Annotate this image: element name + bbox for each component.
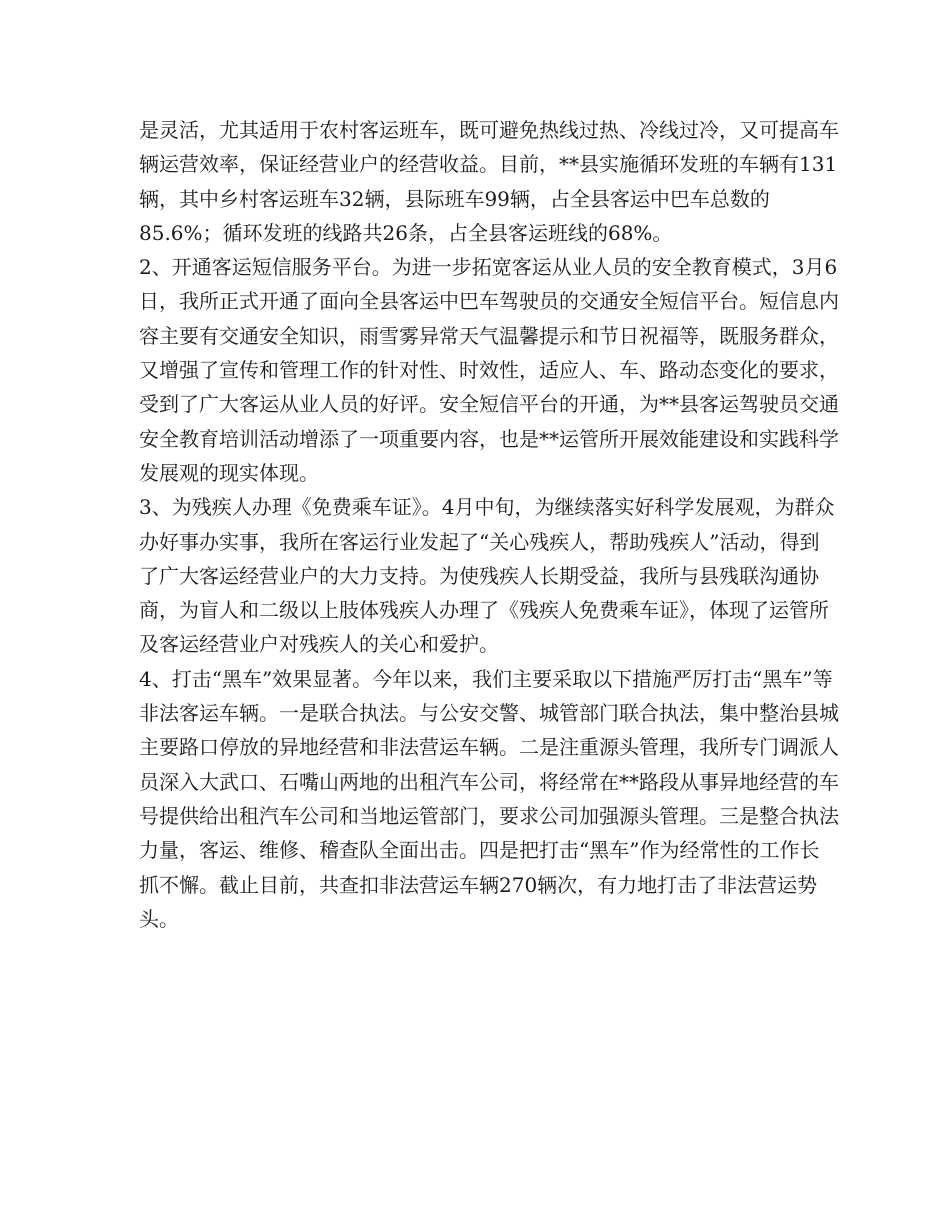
paragraph-sms-platform: 2、开通客运短信服务平台。为进一步拓宽客运从业人员的安全教育模式，3月6日，我所正式开通了面向全县客运中巴车驾驶员的交通安全短信平台。短信息内容主要有交通安全知识，雨雪雾异常天气温馨提示和节日祝福等，既服务群众，又增强了宣传和管理工作的针对性、时效性，适应人、车、路动态变化的要求，受到了广大客运从业人员的好评。安全短信平台的开通，为**县客运驾驶员交通安全教育培训活动增添了一项重要内容，也是**运管所开展效能建设和实践科学发展观的现实体现。 [139, 255, 839, 485]
paragraph-disability-pass: 3、为残疾人办理《免费乘车证》。4月中旬，为继续落实好科学发展观，为群众办好事办实事，我所在客运行业发起了“关心残疾人，帮助残疾人”活动，得到了广大客运经营业户的大力支持。为使残疾人长期受益，我所与县残联沟通协商，为盲人和二级以上肢体残疾人办理了《残疾人免费乘车证》，体现了运管所及客运经营业户对残疾人的关心和爱护。 [139, 495, 835, 657]
document-body [139, 113, 839, 936]
paragraph-vehicle-rotation: 是灵活，尤其适用于农村客运班车，既可避免热线过热、冷线过冷，又可提高车辆运营效率，保证经营业户的经营收益。目前，**县实施循环发班的车辆有131辆，其中乡村客运班车32辆，县际班车99辆，占全县客运中巴车总数的85.6%；循环发班的线路共26条，占全县客运班线的68%。 [139, 118, 839, 245]
paragraph-illegal-vehicles: 4、打击“黑车”效果显著。今年以来，我们主要采取以下措施严厉打击“黑车”等非法客运车辆。一是联合执法。与公安交警、城管部门联合执法，集中整治县城主要路口停放的异地经营和非法营运车辆。二是注重源头管理，我所专门调派人员深入大武口、石嘴山两地的出租汽车公司，将经常在**路段从事异地经营的车号提供给出租汽车公司和当地运管部门，要求公司加强源头管理。三是整合执法力量，客运、维修、稽查队全面出击。四是把打击“黑车”作为经常性的工作长抓不懈。截止目前，共查扣非法营运车辆270辆次，有力地打击了非法营运势头。 [139, 666, 839, 931]
